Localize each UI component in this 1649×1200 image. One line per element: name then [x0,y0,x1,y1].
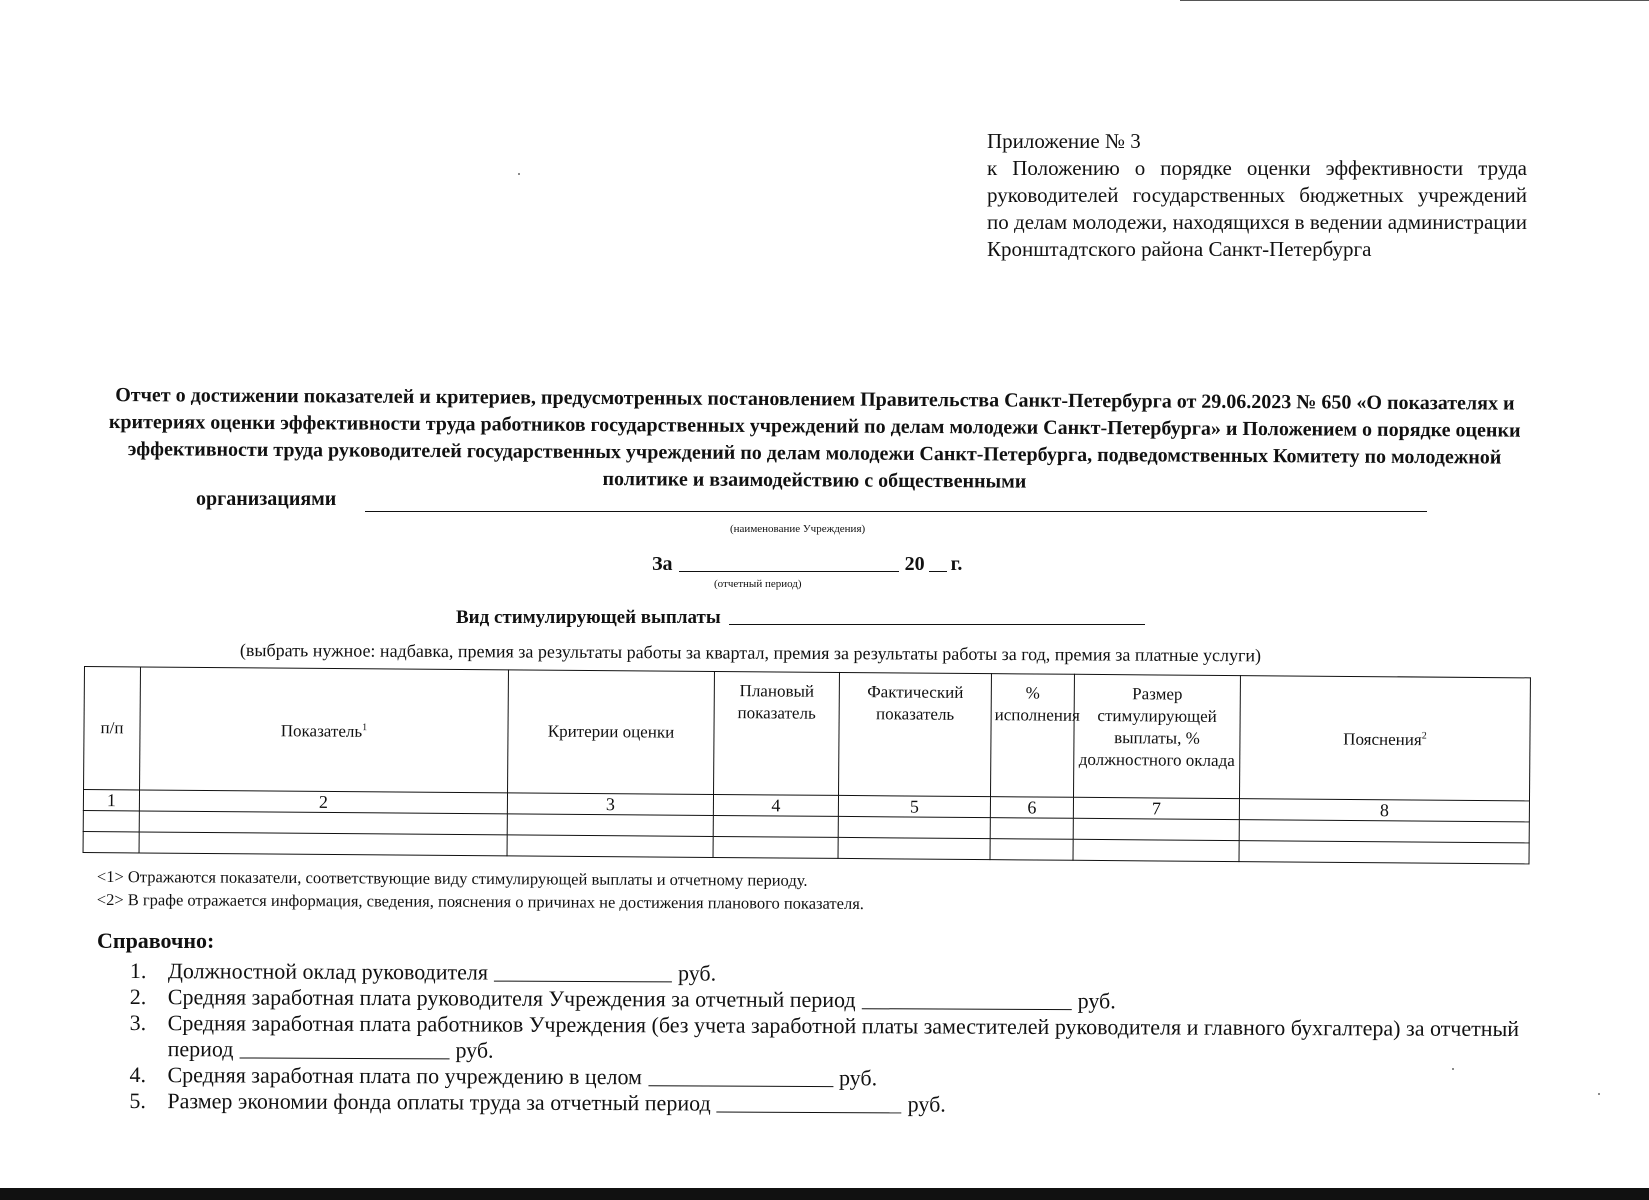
item-number: 4. [129,1061,147,1088]
column-number: 7 [1073,797,1239,819]
item-unit: руб. [1077,988,1116,1014]
period-year: 20 [904,553,925,575]
column-number: 4 [713,794,838,816]
reference-heading: Справочно: [97,928,215,953]
footnote-1: <1> Отражаются показатели, соответствующие виду стимулирующей выплаты и отчетному периоду. [96,867,808,890]
table-cell[interactable] [1073,818,1239,840]
header-planned: Плановый показатель [714,671,840,795]
item-number: 1. [129,958,147,984]
item-number: 2. [129,983,147,1010]
footnotes [97,865,864,915]
column-number: 1 [83,790,139,811]
year-blank [929,553,947,572]
table-cell[interactable] [713,815,838,837]
header-criteria: Критерии оценки [508,670,715,795]
header-actual: Фактический показатель [839,672,992,796]
report-title: Отчет о достижении показателей и критериев, предусмотренных постановлением Правительства Санкт-Петербурга от 29.06.2023 № 650 «О показателях и критериях оценки эффективности труда работников государственных учреждений по делам молодежи Санкт-Петербурга» и Положением о порядке оценки эффективности труда руководителей государственных учреждений по делам молодежи Санкт-Петербурга, подведомственных Комитету по молодежной политике и взаимодействию с общественными [108,384,1521,493]
appendix-block [987,128,1527,263]
paytype-line [456,607,1145,629]
table-cell[interactable] [139,832,507,856]
header-bonus-size: Размер стимулирующей выплаты, % должностного оклада [1073,674,1240,798]
item-number: 5. [129,1087,146,1114]
table-cell[interactable] [1239,820,1529,843]
header-number: п/п [84,667,141,790]
item-text: Средняя заработная плата руководителя Учреждения за отчетный период [167,984,856,1013]
header-indicator: Показатель$^1$ [140,667,509,793]
column-number: 3 [507,793,713,816]
footnote-mark: 2 [1421,730,1427,742]
table-cell[interactable] [990,839,1073,861]
report-table [83,666,1531,864]
period-prefix: За [652,553,673,575]
amount-blank[interactable] [239,1039,449,1059]
list-item [130,1010,1530,1068]
org-caption: (наименование Учреждения) [730,523,866,535]
appendix-text: к Положению о порядке оценки эффективности труда руководителей государственных бюджетных учреждений по делам молодежи, находящихся в ведении администрации Кронштадтского района Санкт-Петербурга [987,156,1527,261]
list-item [129,1088,1529,1120]
table-cell[interactable] [990,818,1073,840]
table-cell[interactable] [83,810,139,831]
item-unit: руб. [677,960,717,986]
report-period [652,553,962,576]
paytype-label: Вид стимулирующей выплаты [456,607,721,628]
header-completion: % исполнения [991,674,1075,798]
reference-list [129,958,1530,1120]
column-number: 2 [139,790,507,814]
table-cell[interactable] [838,837,990,859]
item-number: 3. [129,1009,147,1036]
footnote-mark: 1 [362,722,368,734]
item-text: Размер экономии фонда оплаты труда за отчетный период [167,1088,711,1116]
amount-blank[interactable] [717,1094,902,1114]
table-header-row [84,667,1531,801]
item-text: Должностной оклад руководителя [167,958,489,985]
period-caption: (отчетный период) [714,578,802,590]
scan-edge-line [1180,0,1649,1]
table-cell[interactable] [83,831,139,852]
amount-blank[interactable] [648,1067,833,1087]
item-text: Средняя заработная плата по учреждению в целом [167,1062,643,1090]
column-number: 6 [990,797,1073,819]
table-cell[interactable] [139,811,507,835]
scan-speck [518,173,520,175]
header-notes: Пояснения$^2$ [1239,676,1530,801]
amount-blank[interactable] [494,963,672,983]
table-cell[interactable] [713,836,838,858]
paytype-hint: (выбрать нужное: надбавка, премия за результаты работы за квартал, премия за результаты работы за год, премия за платные услуги) [239,640,1262,666]
org-name-blank [365,511,1427,512]
footnote-2: <2> В графе отражается информация, сведения, пояснения о причинах не достижения планового показателя. [96,889,864,914]
table-cell[interactable] [507,814,713,837]
column-number: 8 [1239,799,1529,822]
column-number: 5 [838,795,990,817]
item-unit: руб. [455,1037,494,1063]
table-cell[interactable] [507,835,713,858]
period-blank [679,553,899,572]
scan-bottom-edge [0,1188,1649,1200]
appendix-title: Приложение № 3 [987,129,1141,153]
item-unit: руб. [838,1065,878,1091]
scan-speck [1598,1093,1600,1095]
period-suffix: г. [950,553,963,575]
org-label: организациями [196,488,337,510]
paytype-blank [729,608,1145,625]
item-unit: руб. [907,1091,946,1117]
table-cell[interactable] [838,816,990,838]
report-table-wrap [83,666,1530,864]
amount-blank[interactable] [862,990,1072,1010]
table-cell[interactable] [1073,839,1239,861]
item-text: Средняя заработная плата работников Учреждения (без учета заработной платы заместителей руководителя и главного бухгалтера) за отчетный период [167,1010,1520,1062]
table-cell[interactable] [1239,841,1529,864]
